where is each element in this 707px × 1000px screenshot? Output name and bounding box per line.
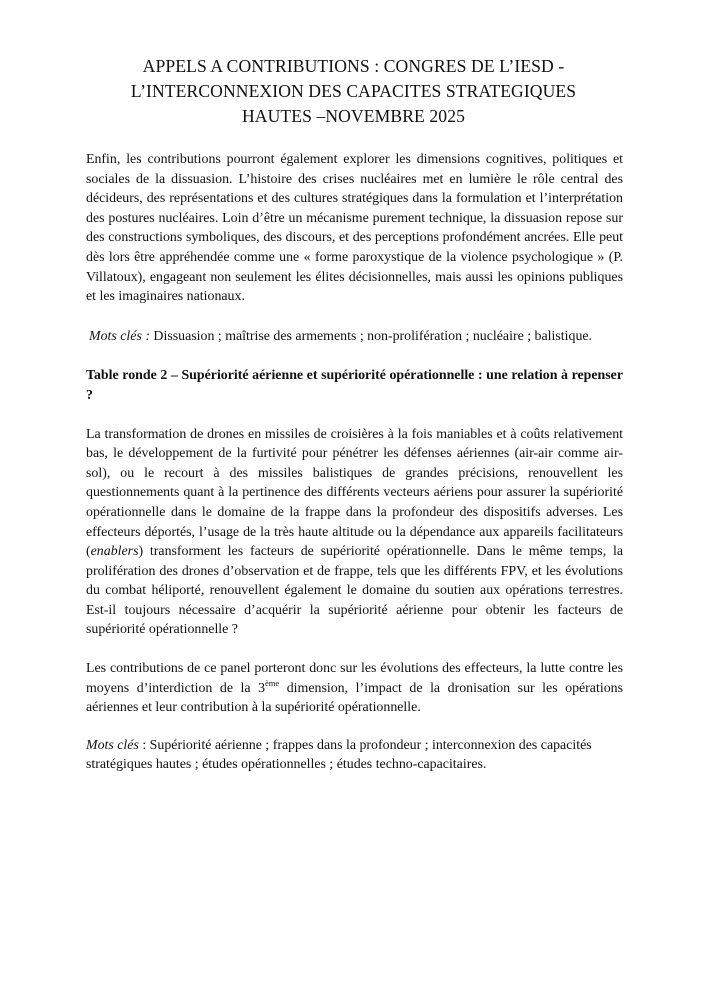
paragraph-3-part-1: Les contributions de ce panel porteront donc sur les évolutions des effecteurs, la lutte contre les moyens d’interdiction de la 3 [86,661,623,696]
intro-paragraph: Enfin, les contributions pourront également explorer les dimensions cognitives, politiques et sociales de la dissuasion. L’histoire des crises nucléaires met en lumière le rôle central des décideurs, des représentations et des cultures stratégiques dans la formulation et l’interprétation des postures nucléaires. Loin d’être un mécanisme purement technique, la dissuasion repose sur des constructions symboliques, des discours, et des perceptions profondément ancrées. Elle peut dès lors être appréhendée comme une « forme paroxystique de la violence psychologique » (P. Villatoux), engageant non seulement les élites décisionnelles, mais aussi les opinions publiques et les imaginaires nationaux. [86,152,623,305]
keywords-1-label: Mots clés : [89,328,150,344]
title-line-2: L’INTERCONNEXION DES CAPACITES STRATEGIQUES [130,81,577,101]
paragraph-2 [86,425,623,641]
keywords-2-label: Mots clés [86,737,139,753]
page-title [60,54,647,129]
paragraph-2-part-2: ) transforment les facteurs de supériorité opérationnelle. Dans le même temps, la prolifération des drones d’observation et de frappe, tels que les différents FPV, et les évolutions du combat héliporté, renouvellent également le domaine du soutien aux opérations terrestres. Est-il toujours nécessaire d’acquérir la supériorité aérienne pour obtenir les facteurs de supériorité opérationnelle ? [86,544,623,638]
keywords-2 [86,736,623,775]
round-table-heading: Table ronde 2 – Supériorité aérienne et supériorité opérationnelle : une relation à repenser ? [86,368,623,403]
keywords-2-text: : Supériorité aérienne ; frappes dans la profondeur ; interconnexion des capacités stratégiques hautes ; études opérationnelles ; études techno-capacitaires. [86,737,592,773]
title-line-3: HAUTES –NOVEMBRE 2025 [241,106,465,126]
title-line-1: APPELS A CONTRIBUTIONS : CONGRES DE L’IESD - [142,56,565,76]
document-body [86,150,623,775]
paragraph-2-part-1: La transformation de drones en missiles de croisières à la fois maniables et à coûts relativement bas, le développement de la furtivité pour pénétrer les défenses aériennes (air-air comme air-sol), ou le recourt à des missiles balistiques de grandes précisions, renouvellent les questionnements quant à la pertinence des différents vecteurs aériens pour assurer la supériorité opérationnelle dans le domaine de la frappe dans la profondeur des dispositifs adverses. Les effecteurs déportés, l’usage de la très haute altitude ou la dépendance aux appareils facilitateurs ( [86,426,623,560]
keywords-1-text: Dissuasion ; maîtrise des armements ; non-prolifération ; nucléaire ; balistique. [149,328,593,344]
keywords-1 [86,327,623,347]
paragraph-3-part-2: dimension, l’impact de la dronisation sur les opérations aériennes et leur contribution à la supériorité opérationnelle. [86,680,623,716]
paragraph-3-superscript: ème [265,677,280,688]
paragraph-3 [86,659,623,718]
paragraph-2-italic-term: enablers [90,544,139,560]
